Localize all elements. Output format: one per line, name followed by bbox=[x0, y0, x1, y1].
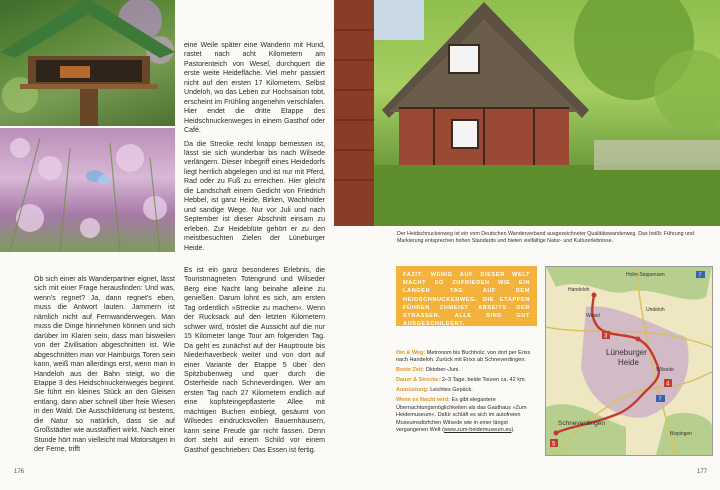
fact-dauer-strecke: Dauer & Strecke: 2–3 Tage, beide Touren ca. 42 km. bbox=[396, 377, 527, 384]
heather-butterfly-photo bbox=[0, 128, 175, 252]
route-map bbox=[545, 266, 713, 456]
travel-facts bbox=[396, 350, 537, 437]
fact-nacht: Wenn es Nacht wird: Es gibt elegantere Übernachtungsmöglichkeiten als das Gasthaus »Zum Heidemuseum«. Dafür schläft es sich im autofreien Museumsdörfchen Wilsede wie in einer längst vergangenen Welt (www.zum-heidemuseum.eu). bbox=[396, 397, 527, 434]
map-label-wilsede: Wilsede bbox=[656, 367, 674, 373]
museum-link[interactable]: www.zum-heidemuseum.eu bbox=[443, 427, 512, 434]
map-label-wesel: Wesel bbox=[586, 313, 600, 319]
photo-caption: Der Heidschnuckenweg ist ein vom Deutschen Wanderverband ausgezeichneter Qualitätswanderweg. Das heißt: Führung und Markierung entsprechen hohen Standards und bieten vielfältige Natur- und Kulturerlebnisse. bbox=[397, 231, 694, 245]
fact-beste-zeit: Beste Zeit: Oktober–Juni. bbox=[396, 367, 460, 374]
farmhouse-photo bbox=[334, 0, 720, 226]
map-label-heide: Heide bbox=[618, 358, 639, 367]
summary-infobox: FAZIT: WENIG AUF DIESER WELT MACHT SO ZUFRIEDEN WIE EIN LANGER TAG AUF DEM HEIDSCHNUCKENWEG. DIE ETAPPEN FÜHREN ZUMEIST ABSEITS DER STRASSEN. ALLE SIND GUT AUSGESCHILDERT. bbox=[396, 266, 537, 326]
route-number-5: 5 bbox=[552, 441, 556, 448]
route-map-svg bbox=[546, 267, 712, 455]
column2-paragraph-2: Da die Strecke recht knapp bemessen ist, lässt sie sich wunderbar bis nach Wilsede verlängern. Dieser Inbegriff eines Heidedorfs liegt herrlich abgelegen und ist nur mit Pferd, Rad oder zu Fuß zu erreichen. Hier gleicht die Landschaft einem Gedicht von Friedrich Hebbel, ist ganz Heide, Birken, Wachholder und sandige Wege. Nur vor Juli und nach September ist dieser Abschnitt einsam zu erleben. Zur Heideblüte gehört er zu den meistbesuchten Zielen der Lüneburger Heide. bbox=[184, 140, 325, 252]
route-number-3: 3 bbox=[604, 333, 608, 340]
route-number-4: 4 bbox=[666, 381, 670, 388]
left-column-2-bottom bbox=[184, 266, 325, 459]
left-column-2-top bbox=[184, 41, 325, 257]
map-label-undeloh: Undeloh bbox=[646, 307, 665, 313]
column2-paragraph-3: Es ist ein ganz besonderes Erlebnis, die Touristmagneten Totengrund und Wilseder Berg eine Nacht lang beinahe alleine zu genießen. Darum lohnt es sich, am ersten Tag ordentlich »Strecke zu machen«. Wenn der Rucksack auf den letzten Kilometern schwer wird, tröstet die Aussicht auf die nur 15 Kilometer lange Tour am folgenden Tag. Da geht es zunächst auf der Hauptroute bis Niederhaverbeck weiter und von dort auf einer Variante der Etappe 5 über den Spitzbubenweg und quer durch die Osterheide nach Schneverdingen. Wer am ersten Tag nach 27 Kilometern endlich auf eine kopfsteingepflasterte Allee mit mächtigen Buchen einbiegt, gesäumt von Wilsedes eindrucksvollen Bauernhäusern, kann seine Freude gar nicht fassen. Denn dort steht auf einem Schild vor einem Gasthof geschrieben: Das Essen ist fertig. bbox=[184, 267, 325, 454]
map-label-handeloh: Handeloh bbox=[568, 287, 590, 293]
column1-paragraph: Ob sich einer als Wanderpartner eignet, lässt sich mit einer Frage herausfinden: Und was, wenn's regnet? Ja, dann regnet's eben, muss die Antwort lauten. Jammern ist nämlich nicht auf Fernwanderwegen. Man muss die Dinge hinnehmen können und sich darüber im Klaren sein, dass man bisweilen von der Zivilisation abgeschnitten ist. Wie abgeschnitten man vor Hamburgs Toren sein kann, weiß man allerdings erst, wenn man in Handeloh aus der Bahn steigt, wo die Etappe 3 des Heidschnuckenweges beginnt. Sie führt ein kleines Stück an den Gleisen entlang, dann aber schnell über freie Wiesen in den Wald. Die Ausschilderung ist bestens, die Natur so natürlich, dass sie auf Großstädter wie ausstaffiert wirkt. Nach einer Stunde hört man vielleicht mal Motorsägen in der Ferne, trifft bbox=[34, 276, 176, 454]
map-label-schneverdingen: Schneverdingen bbox=[558, 420, 605, 427]
fact-ausruestung: Ausrüstung: Leichtes Gepäck. bbox=[396, 387, 473, 394]
page-number-left: 176 bbox=[14, 469, 25, 475]
map-label-holm-seppensen: Holm-Seppensen bbox=[626, 272, 665, 278]
page-number-right: 177 bbox=[697, 469, 708, 475]
birdhouse-photo bbox=[0, 0, 175, 126]
road-number-7-bottom: 7 bbox=[658, 396, 662, 403]
fact-hin-weg: Hin & Weg: Metronom bis Buchholz, von dort per Erixx nach Handeloh. Zurück mit Erixx ab Schneverdingen. bbox=[396, 350, 531, 364]
left-column-1 bbox=[34, 275, 175, 459]
road-number-7-top: 7 bbox=[698, 272, 702, 279]
map-label-bispingen: Bispingen bbox=[670, 431, 692, 437]
map-label-lueneburger: Lüneburger bbox=[606, 348, 647, 357]
column2-paragraph-1: eine Weile später eine Wanderin mit Hund, rastet nach acht Kilometern am Pastorenteich von Wesel, durchquert die erste weite Heidefläche. Viel mehr passiert nicht auf den ersten 17 Kilometern. Selbst Undeloh, wo das Leben zur Hochsaison tobt, erscheint im Frühling angenehm verschlafen. Hier endet die dritte Etappe des Heidschnuckenweges in einem Gasthof oder Café. bbox=[184, 42, 325, 135]
